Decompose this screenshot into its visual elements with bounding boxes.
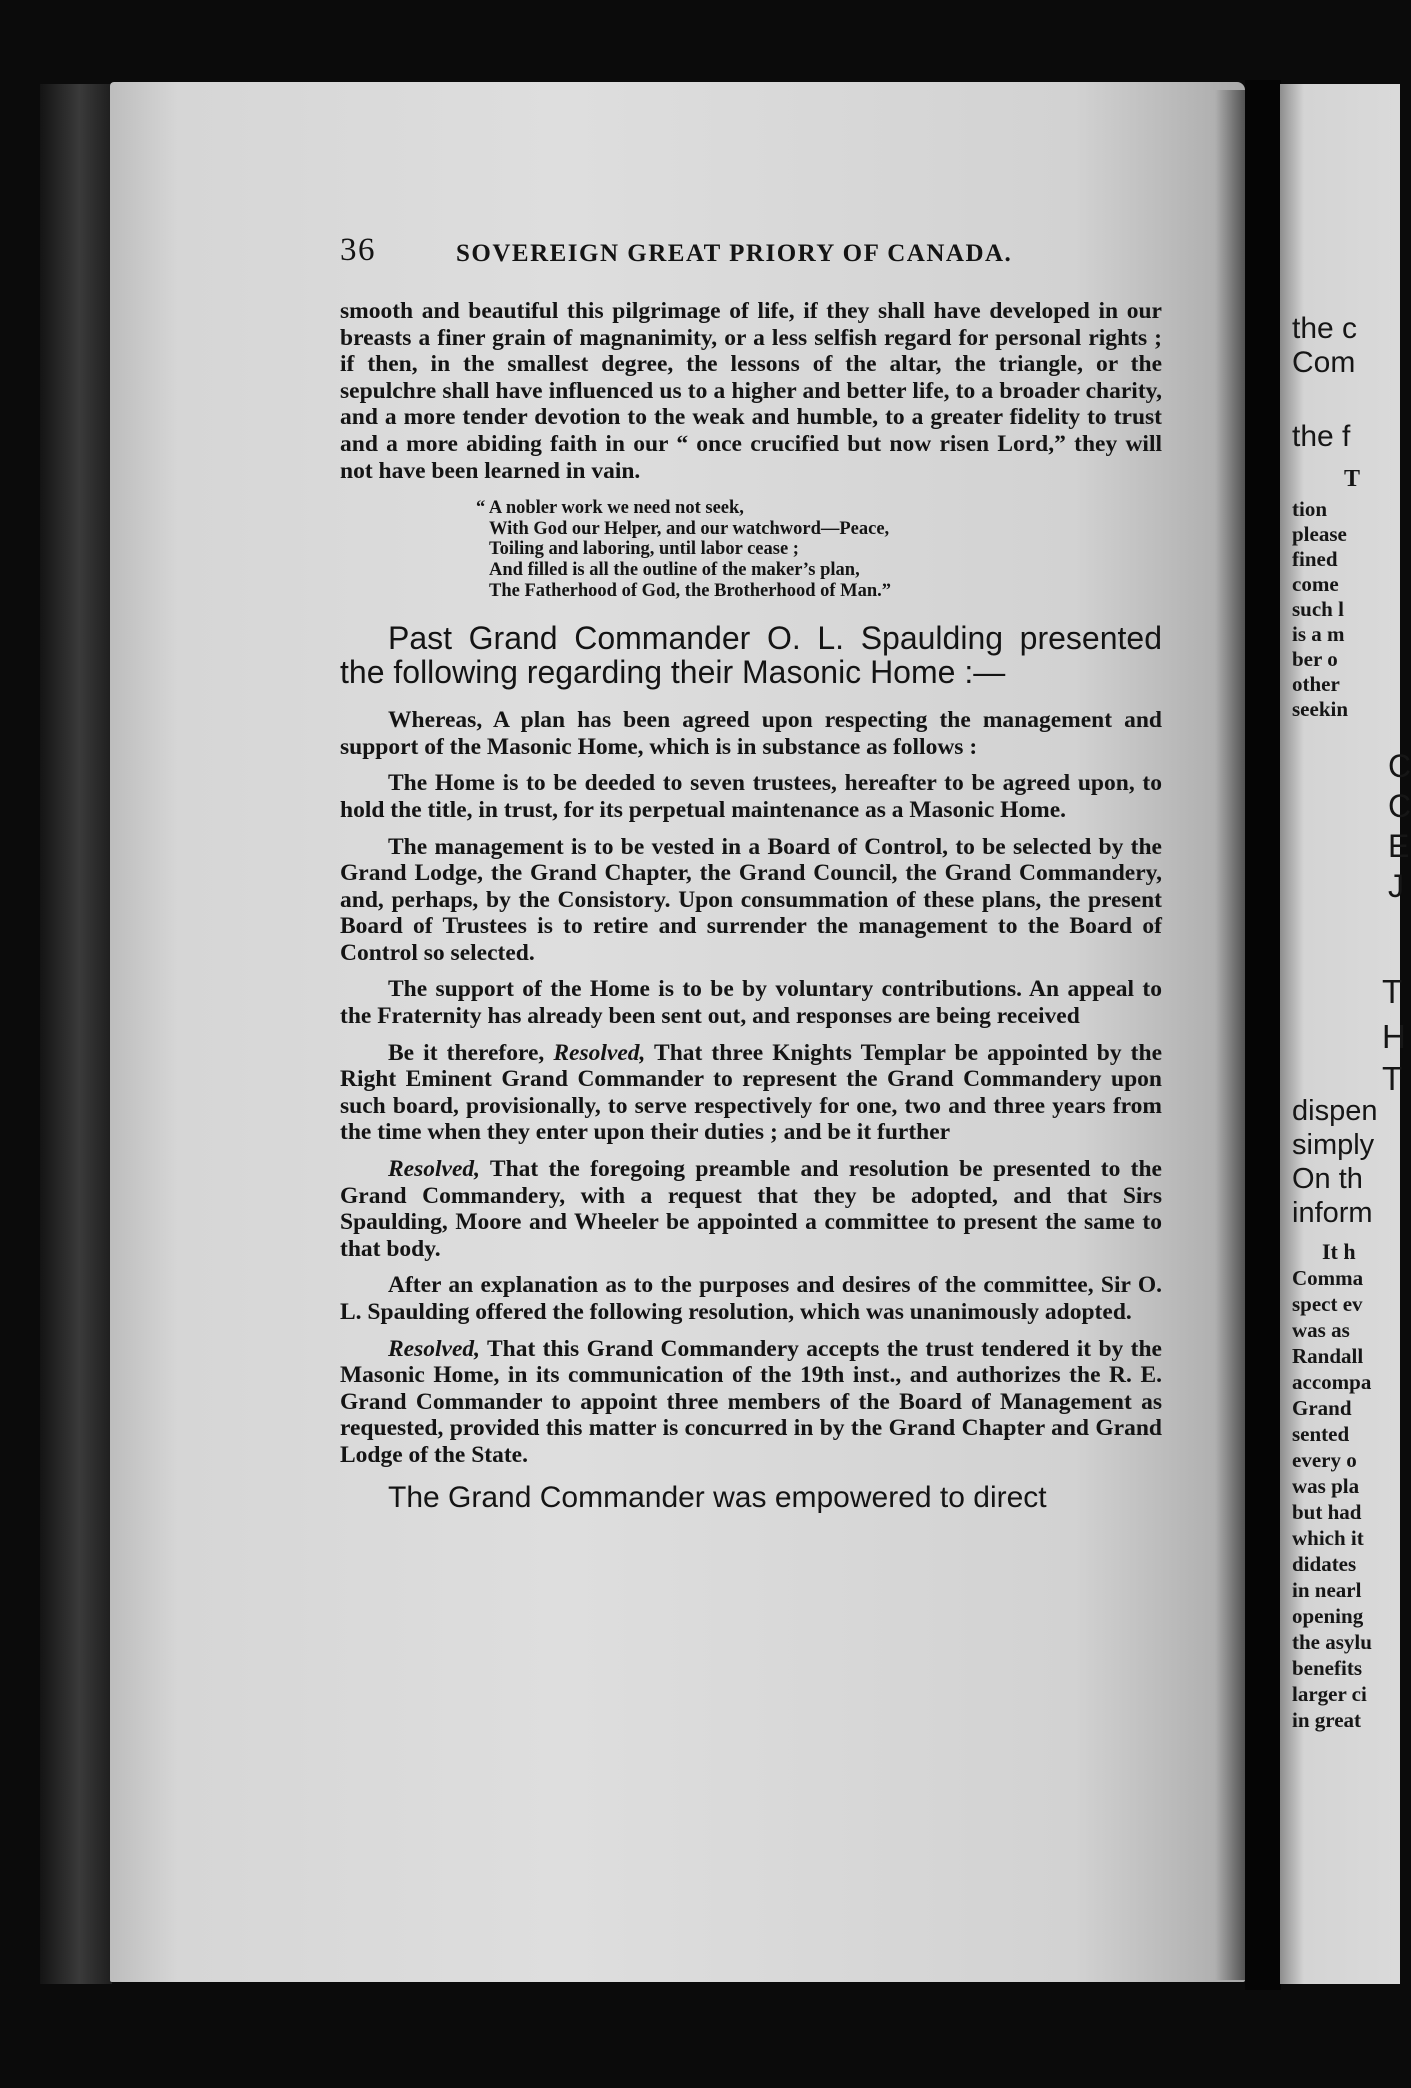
resolved-label: Resolved, (553, 1039, 646, 1066)
facing-fragment: E (1388, 828, 1410, 864)
facing-fragment: T (1382, 1060, 1403, 1097)
facing-fragment: didates (1292, 1552, 1357, 1576)
facing-fragment: the c (1292, 312, 1358, 345)
poem-line: With God our Helper, and our watchword—Peace, (489, 518, 890, 539)
paragraph-home-deeded: The Home is to be deeded to seven trustees, hereafter to be agreed upon, to hold the title, in trust, for its perpetual maintenance as a Masonic Home. (340, 770, 1162, 823)
paragraph-resolved-1 (340, 1040, 1162, 1146)
facing-fragment: simply (1292, 1129, 1375, 1161)
paragraph-support: The support of the Home is to be by voluntary contributions. An appeal to the Fraternity has already been sent out, and responses are being received (340, 976, 1162, 1030)
poem-line: Toiling and laboring, until labor cease ; (489, 539, 799, 560)
facing-fragment: Com (1292, 346, 1356, 379)
facing-fragment: the f (1292, 420, 1351, 453)
facing-fragment: fined (1292, 547, 1338, 571)
facing-fragment: is a m (1292, 622, 1345, 646)
facing-fragment: inform (1292, 1197, 1373, 1229)
facing-fragment: H (1382, 1018, 1406, 1055)
facing-fragment: which it (1292, 1526, 1364, 1550)
facing-fragment: seekin (1292, 697, 1349, 721)
facing-page-text (1292, 0, 1411, 2088)
facing-fragment: Randall (1292, 1344, 1364, 1368)
section-lead-masonic-home: Past Grand Commander O. L. Spaulding presented the following regarding their Masonic Home :— (340, 620, 1162, 691)
book-spine-shadow (40, 84, 112, 1984)
facing-fragment: It h (1322, 1239, 1356, 1264)
facing-fragment: opening (1292, 1604, 1364, 1628)
facing-fragment: was as (1292, 1318, 1350, 1342)
facing-fragment: accompa (1292, 1370, 1372, 1394)
facing-fragment: in great (1292, 1708, 1362, 1732)
facing-fragment: please (1292, 522, 1347, 546)
facing-fragment: C (1388, 788, 1411, 824)
facing-fragment: benefits (1292, 1656, 1362, 1680)
resolution-text: That this Grand Commandery accepts the trust tendered it by the Masonic Home, in its communication of the 19th inst., and authorizes the R. E. Grand Commander to appoint three members of the Board of Management as requested, provided this matter is concurred in by the Grand Chapter and Grand Lodge of the State. (340, 1335, 1162, 1468)
facing-fragment: T (1382, 973, 1403, 1010)
facing-fragment: T (1344, 466, 1361, 492)
paragraph-whereas: Whereas, A plan has been agreed upon respecting the management and support of the Masonic Home, which is in substance as follows : (340, 707, 1162, 760)
facing-fragment: Comma (1292, 1266, 1364, 1290)
facing-fragment: J (1388, 868, 1404, 904)
resolved-label: Resolved, (388, 1156, 481, 1183)
facing-fragment: in nearl (1292, 1578, 1362, 1602)
facing-fragment: was pla (1292, 1474, 1360, 1498)
facing-fragment: but had (1292, 1500, 1362, 1524)
paragraph-management: The management is to be vested in a Board of Control, to be selected by the Grand Lodge, the Grand Chapter, the Grand Council, the Grand Commandery, and, perhaps, by the Consistory. Upon consummation of these plans, the present Board of Trustees is to retire and surrender the management to the Board of Control so selected. (340, 833, 1162, 966)
facing-fragment: C (1388, 748, 1411, 784)
poem-line: The Fatherhood of God, the Brotherhood of Man.” (489, 580, 892, 601)
facing-fragment: dispen (1292, 1095, 1378, 1127)
facing-fragment: On th (1292, 1163, 1363, 1195)
facing-fragment: larger ci (1292, 1682, 1367, 1706)
paragraph-pilgrimage: smooth and beautiful this pilgrimage of life, if they shall have developed in our breasts a finer grain of magnanimity, or a less selfish regard for personal rights ; if then, in the smallest degree, the lessons of the altar, the triangle, or the sepulchre shall have influenced us to a higher and better life, to a broader charity, and a more tender devotion to the weak and humble, to a greater fidelity to trust and a more abiding faith in our “ once crucified but now risen Lord,” they will not have been learned in vain. (340, 298, 1162, 484)
facing-fragment: ber o (1292, 647, 1338, 671)
poem-line: And filled is all the outline of the maker’s plan, (489, 559, 860, 580)
facing-fragment: tion (1292, 497, 1328, 521)
facing-fragment: come (1292, 572, 1339, 596)
facing-fragment: the asylu (1292, 1630, 1372, 1654)
paragraph-resolved-3 (340, 1336, 1162, 1469)
page-number: 36 (340, 232, 376, 268)
poem-line: “ A nobler work we need not seek, (476, 498, 744, 519)
facing-fragment: every o (1292, 1448, 1357, 1472)
book-gutter (1245, 80, 1281, 1990)
facing-fragment: sented (1292, 1422, 1350, 1446)
paragraph-explanation: After an explanation as to the purposes and desires of the committee, Sir O. L. Spaulding offered the following resolution, which was unanimously adopted. (340, 1272, 1162, 1325)
page-header (340, 232, 1170, 272)
resolution-text: That three Knights Templar be appointed by the Right Eminent Grand Commander to represent the Grand Commandery upon such board, provisionally, to serve respectively for one, two and three years from the time when they enter upon their duties ; and be it further (340, 1039, 1162, 1146)
poem-quote (476, 498, 1162, 601)
facing-fragment: such l (1292, 597, 1344, 621)
resolution-intro: Be it therefore, (388, 1039, 554, 1066)
page-edge-shadow (1215, 90, 1247, 1980)
facing-fragment: spect ev (1292, 1292, 1363, 1316)
page-body (340, 298, 1162, 1515)
facing-fragment: Grand (1292, 1396, 1352, 1420)
paragraph-resolved-2 (340, 1156, 1162, 1262)
paragraph-closing: The Grand Commander was empowered to direct (388, 1480, 1047, 1514)
facing-fragment: other (1292, 672, 1340, 696)
running-head: SOVEREIGN GREAT PRIORY OF CANADA. (456, 240, 1013, 267)
resolution-text: That the foregoing preamble and resolution be presented to the Grand Commandery, with a request that they be adopted, and that Sirs Spaulding, Moore and Wheeler be appointed a committee to present the same to that body. (340, 1156, 1162, 1262)
resolved-label: Resolved, (388, 1335, 481, 1362)
